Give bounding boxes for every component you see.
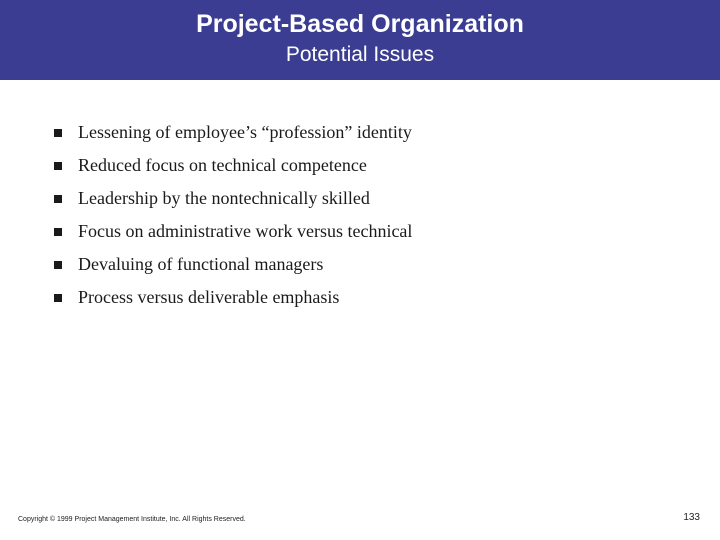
list-item [54, 281, 412, 314]
bullet-text: Focus on administrative work versus technical [78, 221, 413, 241]
bullet-text: Devaluing of functional managers [78, 254, 324, 274]
bullet-text: Lessening of employee’s “profession” identity [78, 122, 412, 142]
slide-title: Project-Based Organization [196, 10, 524, 38]
square-bullet-icon [54, 195, 62, 203]
square-bullet-icon [54, 129, 62, 137]
list-item [54, 215, 412, 248]
page-number: 133 [683, 512, 700, 523]
list-item [54, 182, 412, 215]
bullet-text: Leadership by the nontechnically skilled [78, 188, 370, 208]
slide-header [0, 0, 720, 80]
square-bullet-icon [54, 261, 62, 269]
copyright-footer: Copyright © 1999 Project Management Institute, Inc. All Rights Reserved. [18, 516, 246, 523]
bullet-text: Reduced focus on technical competence [78, 155, 367, 175]
square-bullet-icon [54, 228, 62, 236]
bullet-text: Process versus deliverable emphasis [78, 287, 340, 307]
slide-subtitle: Potential Issues [285, 43, 435, 66]
square-bullet-icon [54, 162, 62, 170]
list-item [54, 149, 412, 182]
list-item [54, 248, 412, 281]
square-bullet-icon [54, 294, 62, 302]
list-item [54, 116, 412, 149]
bullet-list [54, 116, 412, 314]
